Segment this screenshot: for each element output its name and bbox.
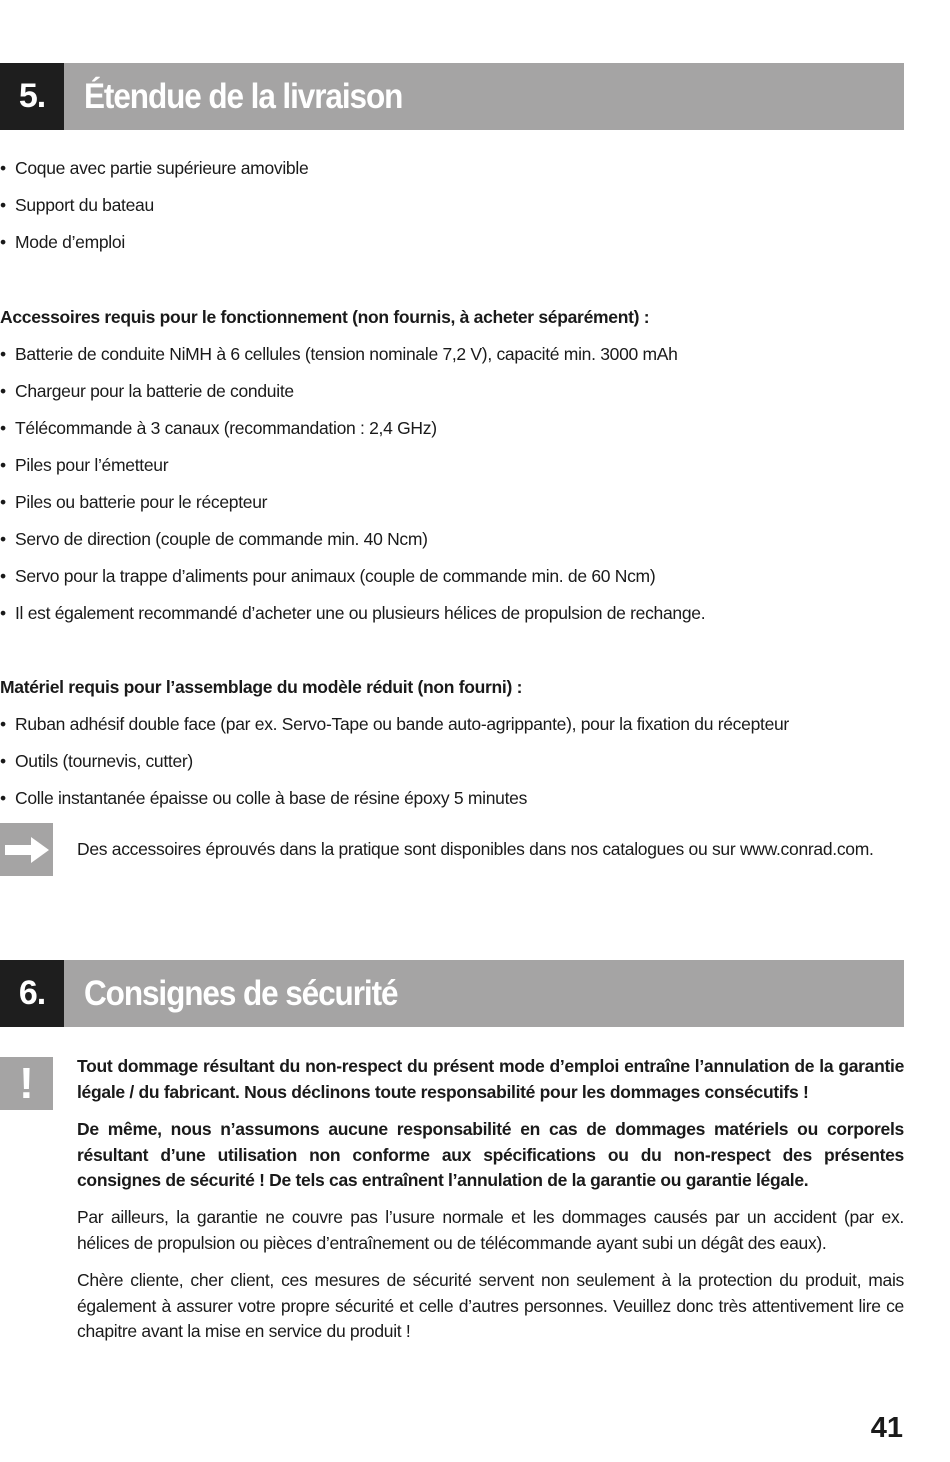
warranty-paragraph: Tout dommage résultant du non-respect du présent mode d’emploi entraîne l’annulation de la garantie légale / du fabricant. Nous déclinons toute responsabilité pour les dommages consécutifs ! bbox=[77, 1056, 904, 1102]
list-item: • Ruban adhésif double face (par ex. Servo-Tape ou bande auto-agrippante), pour la fixation du récepteur bbox=[0, 714, 789, 734]
liability-paragraph: De même, nous n’assumons aucune responsabilité en cas de dommages matériels ou corporels résultant d’une utilisation non conforme aux spécifications ou du non-respect des présentes consignes de sécurité ! De tels cas entraînent l’annulation de la garantie ou garantie légale. bbox=[77, 1119, 904, 1190]
list-item: • Télécommande à 3 canaux (recommandation : 2,4 GHz) bbox=[0, 418, 437, 438]
material-heading: Matériel requis pour l’assemblage du modèle réduit (non fourni) : bbox=[0, 677, 523, 697]
list-item: • Il est également recommandé d’acheter une ou plusieurs hélices de propulsion de rechange. bbox=[0, 603, 706, 623]
accessories-heading: Accessoires requis pour le fonctionnement (non fournis, à acheter séparément) : bbox=[0, 307, 650, 327]
accessories-list bbox=[0, 336, 705, 632]
list-item: • Support du bateau bbox=[0, 195, 154, 215]
section-6-header bbox=[0, 960, 904, 1027]
section-6-title: Consignes de sécurité bbox=[84, 973, 398, 1013]
safety-paragraph: Chère cliente, cher client, ces mesures de sécurité servent non seulement à la protection du produit, mais également à assurer votre propre sécurité et celle d’autres personnes. Veuillez donc très attentivement lire ce chapitre avant la mise en service du produit ! bbox=[77, 1270, 904, 1341]
arrow-right-icon bbox=[0, 823, 53, 876]
list-item: • Outils (tournevis, cutter) bbox=[0, 751, 193, 771]
list-item: • Servo de direction (couple de commande min. 40 Ncm) bbox=[0, 529, 428, 549]
page-number: 41 bbox=[870, 1412, 903, 1444]
list-item: • Coque avec partie supérieure amovible bbox=[0, 158, 309, 178]
wear-paragraph: Par ailleurs, la garantie ne couvre pas l’usure normale et les dommages causés par un accident (par ex. hélices de propulsion ou pièces d’entraînement ou de télécommande ayant subi un dégât des eaux). bbox=[77, 1207, 904, 1253]
note-text: Des accessoires éprouvés dans la pratique sont disponibles dans nos catalogues ou sur www.conrad.com. bbox=[77, 839, 874, 859]
section-6-number: 6. bbox=[0, 960, 64, 1027]
delivery-list bbox=[0, 150, 308, 261]
list-item: • Chargeur pour la batterie de conduite bbox=[0, 381, 294, 401]
material-list bbox=[0, 706, 789, 817]
list-item: • Piles pour l’émetteur bbox=[0, 455, 169, 475]
list-item: • Mode d’emploi bbox=[0, 232, 125, 252]
section-5-title: Étendue de la livraison bbox=[84, 76, 403, 116]
list-item: • Batterie de conduite NiMH à 6 cellules (tension nominale 7,2 V), capacité min. 3000 mAh bbox=[0, 344, 678, 364]
list-item: • Colle instantanée épaisse ou colle à base de résine époxy 5 minutes bbox=[0, 788, 528, 808]
list-item: • Servo pour la trappe d’aliments pour animaux (couple de commande min. de 60 Ncm) bbox=[0, 566, 656, 586]
exclamation-icon: ! bbox=[0, 1057, 53, 1110]
section-5-header bbox=[0, 63, 904, 130]
section-5-number: 5. bbox=[0, 63, 64, 130]
list-item: • Piles ou batterie pour le récepteur bbox=[0, 492, 268, 512]
